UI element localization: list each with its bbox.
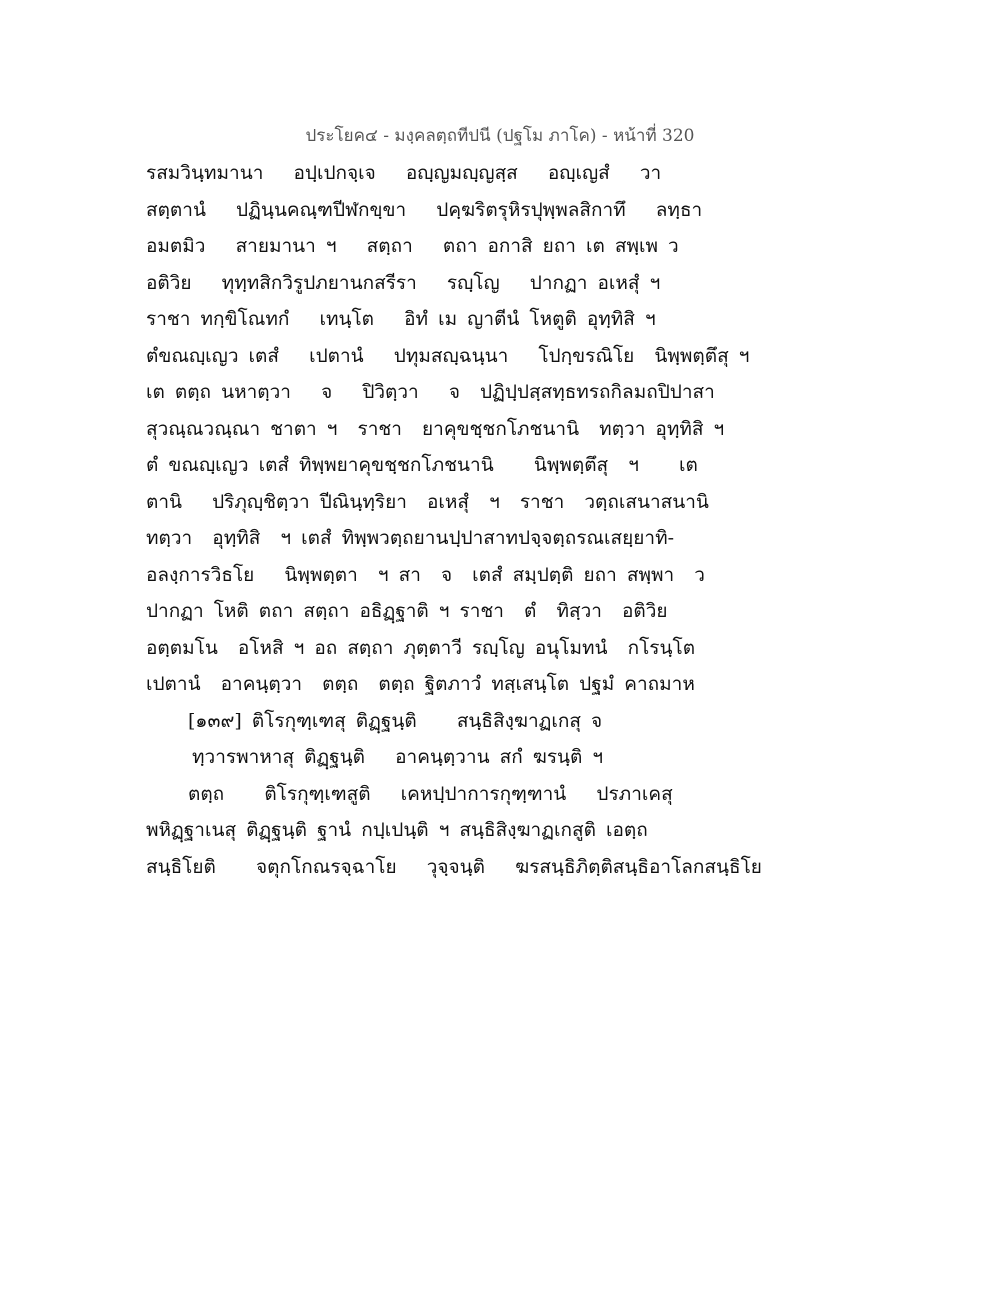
text-line-9: ตํ ขณญฺเญว เตสํ ทิพฺพยาคุขชฺชกโภชนานิ นิพฺพตฺตึสุ ฯ เต	[146, 454, 698, 476]
text-line-7: เต ตตฺถ นหาตฺวา จ ปิวิตฺวา จ ปฏิปฺปสฺสทฺธทรถกิลมถปิปาสา	[146, 381, 715, 403]
text-line-14: อตฺตมโน อโหสิ ฯ อถ สตฺถา ภุตฺตาวี รญฺโญ อนุโมทนํ กโรนฺโต	[146, 636, 696, 659]
text-line-4: อติวิย ทุทฺทสิกวิรูปภยานกสรีรา รญฺโญ ปากฏา อเหสุํ ฯ	[146, 271, 661, 294]
text-line-8: สุวณฺณวณฺณา ชาตา ฯ ราชา ยาคุขชฺชกโภชนานิ ทตฺวา อุทฺทิสิ ฯ	[146, 417, 725, 440]
text-line-11: ทตฺวา อุทฺทิสิ ฯ เตสํ ทิพฺพวตฺถยานปฺปาสาทปจฺจตฺถรณเสยฺยาทิ-	[146, 527, 675, 549]
text-line-5: ราชา ทกฺขิโณทกํ เทนฺโต อิทํ เม ญาตีนํ โหตูติ อุทฺทิสิ ฯ	[146, 308, 656, 330]
commentary-line-3: สนฺธิโยติ จตุกโกณรจฺฉาโย วุจฺจนฺติ ฆรสนฺธิภิตฺติสนฺธิอาโลกสนฺธิโย	[146, 855, 762, 878]
text-line-3: อมตมิว สายมานา ฯ สตฺถา ตถา อกาสิ ยถา เต สพฺเพ ว	[146, 235, 679, 257]
page-body	[146, 155, 766, 885]
text-line-13: ปากฏา โหติ ตถา สตฺถา อธิฏฺฐาติ ฯ ราชา ตํ ทิสฺวา อติวิย	[146, 600, 668, 622]
page-header	[0, 122, 1000, 149]
commentary-line-1: ตตฺถ ติโรกุฑฺเฑสูติ เคหปฺปาการกุฑฺฑานํ ปรภาเคสุ	[188, 782, 673, 805]
commentary-line-2: พหิฏฺฐาเนสุ ติฏฺฐนฺติ ฐานํ กปฺเปนฺติ ฯ สนฺธิสิงฺฆาฏเกสูติ เอตฺถ	[146, 819, 648, 841]
text-line-6: ตํขณญฺเญว เตสํ เปตานํ ปทุมสญฺฉนฺนา โปกฺขรณิโย นิพฺพตฺตึสุ ฯ	[146, 344, 750, 367]
text-line-2: สตฺตานํ ปฏินฺนคณฺฑปีฬกขฺขา ปคฺฆริตรุหิรปุพฺพลสิกาทึ ลทฺธา	[146, 198, 703, 221]
text-line-15: เปตานํ อาคนฺตฺวา ตตฺถ ตตฺถ ฐิตภาวํ ทสฺเสนฺโต ปฐมํ คาถมาห	[146, 673, 695, 695]
text-line-12: อลงฺการวิธโย นิพฺพตฺตา ฯ สา จ เตสํ สมฺปตฺติ ยถา สพฺพา ว	[146, 563, 705, 586]
text-line-10: ตานิ ปริภุญฺชิตฺวา ปีณินฺทฺริยา อเหสุํ ฯ ราชา วตฺถเสนาสนานิ	[146, 490, 709, 513]
verse-line-1: [๑๓๙] ติโรกุฑฺเฑสุ ติฏฺฐนฺติ สนฺธิสิงฺฆาฏเกสุ จ	[188, 709, 603, 732]
text-line-1: รสมวินฺทมานา อปฺเปกจฺเจ อญฺญมญฺญสฺส อญฺเญสํ วา	[146, 162, 662, 184]
verse-line-2: ทฺวารพาหาสุ ติฏฺฐนฺติ อาคนฺตฺวาน สกํ ฆรนฺติ ฯ	[192, 746, 604, 768]
page-header-text: ประโยค๔ - มงฺคลตฺถทีปนี (ปฐโม ภาโค) - หน้าที่ 320	[305, 126, 695, 146]
